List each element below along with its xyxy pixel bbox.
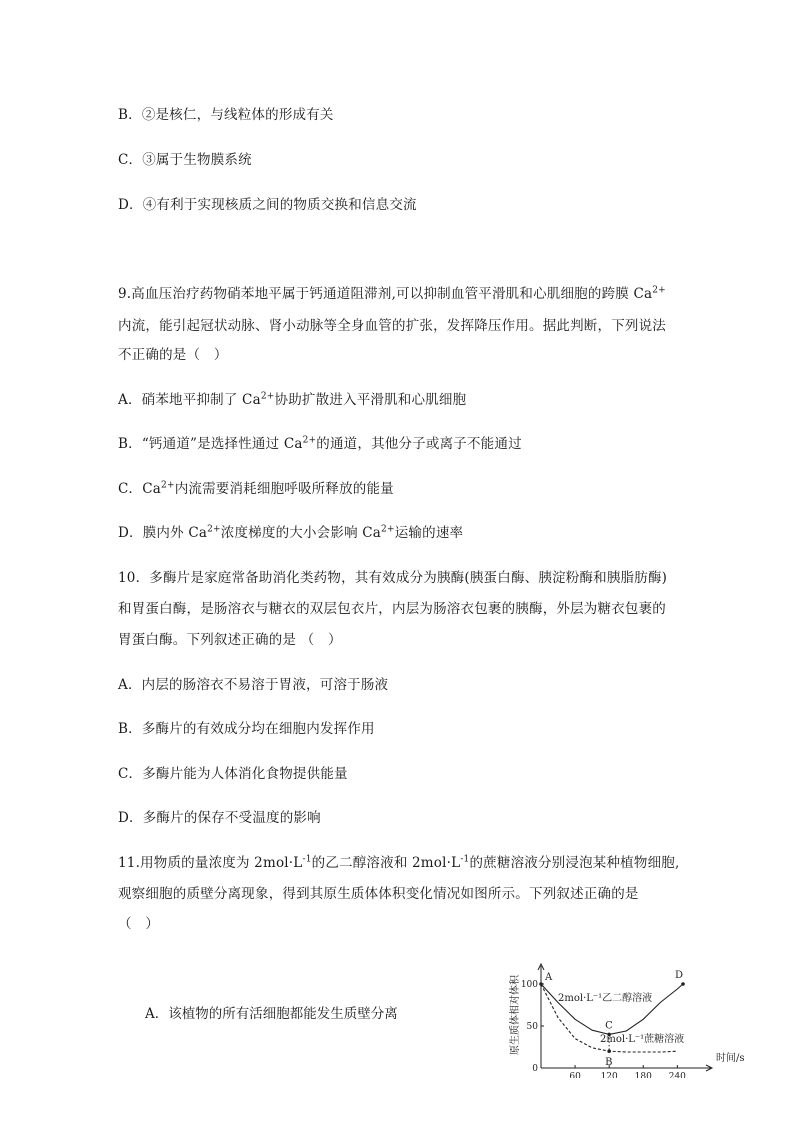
chart-axes xyxy=(538,964,712,1071)
legend-sucrose: 2mol·L⁻¹蔗糖溶液 xyxy=(600,1034,685,1045)
q9-option-a-text1: A．硝苯地平抑制了 Ca xyxy=(118,392,261,408)
q9-stem-text: 9.高血压治疗药物硝苯地平属于钙通道阻滞剂,可以抑制血管平滑肌和心肌细胞的跨膜 Ca xyxy=(118,286,653,302)
chart-point-labels xyxy=(539,970,685,1068)
point-b-marker xyxy=(607,1049,611,1053)
q9-option-c-text2: 内流需要消耗细胞呼吸所释放的能量 xyxy=(174,481,394,497)
q9-option-d-text2: 浓度梯度的大小会影响 Ca xyxy=(220,525,382,541)
point-b-label: B xyxy=(605,1057,613,1069)
point-d-marker xyxy=(681,982,685,986)
q9-stem-line3: 不正确的是（ ） xyxy=(118,347,228,363)
point-c-label: C xyxy=(605,1020,613,1032)
legend-ethylene-glycol: 2mol·L⁻¹乙二醇溶液 xyxy=(558,993,653,1004)
q11-option-a: A．该植物的所有活细胞都能发生质壁分离 xyxy=(145,1006,398,1022)
x-tick-label: 120 xyxy=(600,1072,618,1078)
q11-stem-text2: 的乙二醇溶液和 2mol·L xyxy=(311,855,461,871)
chart-y-axis-label: 原生质体相对体积 xyxy=(510,975,521,1055)
q9-option-d-sup: 2+ xyxy=(207,524,221,535)
y-tick-label: 0 xyxy=(532,1064,538,1074)
q10-option-c: C．多酶片能为人体消化食物提供能量 xyxy=(118,766,348,782)
point-a-marker xyxy=(539,982,543,986)
point-d-label: D xyxy=(675,970,684,981)
q9-option-c xyxy=(118,477,394,497)
q8-option-c: C．③属于生物膜系统 xyxy=(118,152,252,168)
q11-stem-text1: 11.用物质的量浓度为 2mol·L xyxy=(118,855,303,871)
q9-option-b-sup: 2+ xyxy=(302,435,317,446)
q9-option-c-sup: 2+ xyxy=(161,480,175,491)
q10-option-b: B．多酶片的有效成分均在细胞内发挥作用 xyxy=(118,721,375,737)
y-tick-label: 50 xyxy=(526,1022,538,1032)
q10-option-d: D．多酶片的保存不受温度的影响 xyxy=(118,810,321,826)
q9-option-d-text3: 运输的速率 xyxy=(394,525,464,541)
q9-option-d-sup2: 2+ xyxy=(381,524,395,535)
q9-option-a-sup: 2+ xyxy=(260,391,275,402)
q10-stem-line1: 10．多酶片是家庭常备助消化类药物，其有效成分为胰酶(胰蛋白酶、胰淀粉酶和胰脂肪酶) xyxy=(118,570,668,586)
q9-option-c-text1: C．Ca xyxy=(118,481,162,497)
x-tick-label: 180 xyxy=(634,1072,652,1078)
x-tick-label: 240 xyxy=(668,1072,686,1078)
q9-option-d xyxy=(118,521,463,541)
q9-option-a-text2: 协助扩散进入平滑肌和心肌细胞 xyxy=(274,392,467,408)
q9-option-d-text1: D．膜内外 Ca xyxy=(118,525,208,541)
q9-option-b xyxy=(118,432,522,452)
q11-stem-sup2: -1 xyxy=(460,854,470,865)
q10-option-a: A．内层的肠溶衣不易溶于胃液，可溶于肠液 xyxy=(118,677,389,693)
y-tick-label: 100 xyxy=(520,980,538,990)
q9-option-b-text1: B．“钙通道”是选择性通过 Ca xyxy=(118,436,303,452)
q9-stem-sup: 2+ xyxy=(652,285,666,296)
point-a-label: A xyxy=(545,972,553,983)
q8-option-d: D．④有利于实现核质之间的物质交换和信息交流 xyxy=(118,197,417,213)
q9-option-b-text2: 的通道，其他分子或离子不能通过 xyxy=(316,436,522,452)
q11-stem-text3: 的蔗糖溶液分别浸泡某种植物细胞, xyxy=(469,855,680,871)
q9-stem-line1 xyxy=(118,282,666,302)
protoplast-volume-chart xyxy=(500,958,760,1078)
q10-stem-line3: 胃蛋白酶。下列叙述正确的是 （ ） xyxy=(118,632,342,648)
q10-stem-line2: 和胃蛋白酶，是肠溶衣与糖衣的双层包衣片，内层为肠溶衣包裹的胰酶，外层为糖衣包裹的 xyxy=(118,601,666,617)
x-tick-label: 60 xyxy=(569,1072,581,1078)
q9-stem-line2: 内流，能引起冠状动脉、肾小动脉等全身血管的扩张，发挥降压作用。据此判断，下列说法 xyxy=(118,318,666,334)
q8-option-b: B．②是核仁，与线粒体的形成有关 xyxy=(118,107,334,123)
chart-x-axis-label: 时间/s xyxy=(716,1053,745,1064)
q11-stem-line2: 观察细胞的质壁分离现象，得到其原生质体体积变化情况如图所示。下列叙述正确的是 xyxy=(118,886,639,902)
q11-stem-sup1: -1 xyxy=(302,854,312,865)
q9-option-a xyxy=(118,388,466,408)
q11-stem-line1 xyxy=(118,851,679,871)
q11-stem-line3: （ ） xyxy=(118,916,160,932)
